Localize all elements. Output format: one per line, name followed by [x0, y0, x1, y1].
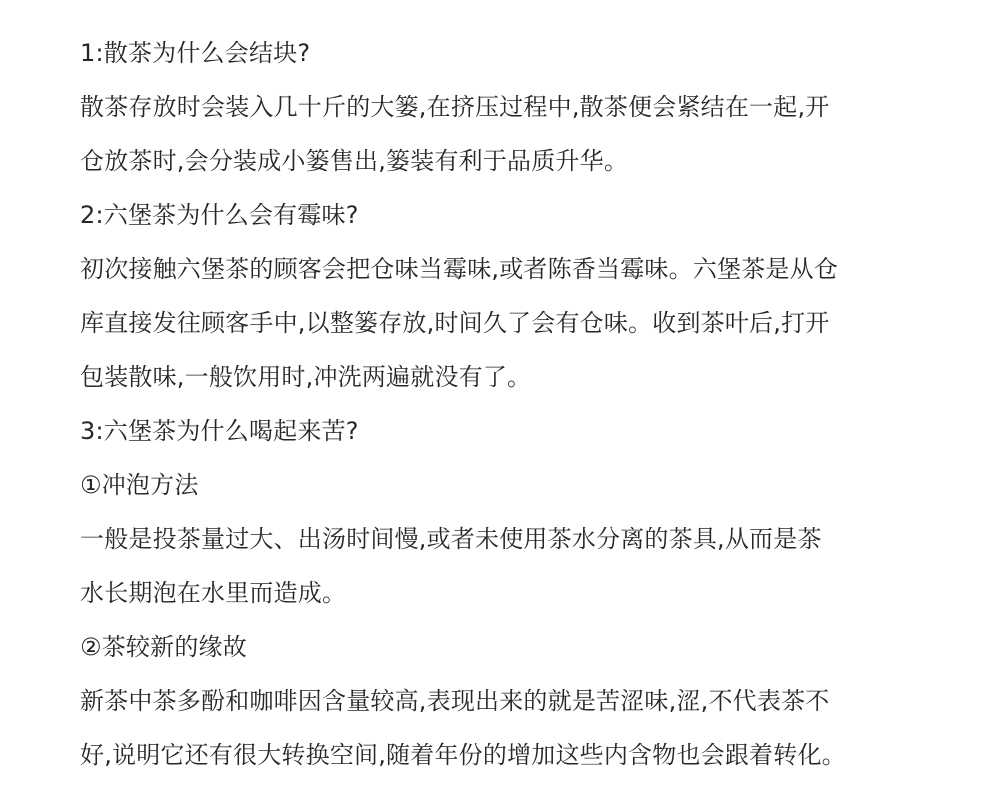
question-3: [80, 404, 930, 782]
question-2-answer-line: 初次接触六堡茶的顾客会把仓味当霉味,或者陈香当霉味。六堡茶是从仓: [80, 255, 839, 283]
point-1-line: 水长期泡在水里而造成。: [80, 579, 347, 607]
point-1-heading: ①冲泡方法: [80, 471, 199, 499]
question-1-title: 1:散茶为什么会结块?: [80, 39, 311, 67]
point-1-line: 一般是投茶量过大、出汤时间慢,或者未使用茶水分离的茶具,从而是茶: [80, 525, 822, 553]
question-2-title: 2:六堡茶为什么会有霉味?: [80, 201, 359, 229]
question-2-answer-line: 包装散味,一般饮用时,冲洗两遍就没有了。: [80, 363, 532, 391]
question-1-answer-line: 散茶存放时会装入几十斤的大篓,在挤压过程中,散茶便会紧结在一起,开: [80, 93, 830, 121]
point-2-heading: ②茶较新的缘故: [80, 633, 247, 661]
question-1-answer-line: 仓放茶时,会分装成小篓售出,篓装有利于品质升华。: [80, 147, 629, 175]
article-body: [80, 26, 930, 782]
question-2-answer-line: 库直接发往顾客手中,以整篓存放,时间久了会有仓味。收到茶叶后,打开: [80, 309, 830, 337]
question-3-title: 3:六堡茶为什么喝起来苦?: [80, 417, 359, 445]
point-2-line: 新茶中茶多酚和咖啡因含量较高,表现出来的就是苦涩味,涩,不代表茶不: [80, 687, 830, 715]
question-2: [80, 188, 930, 404]
question-1: [80, 26, 930, 188]
point-2-line: 好,说明它还有很大转换空间,随着年份的增加这些内含物也会跟着转化。: [80, 741, 846, 769]
